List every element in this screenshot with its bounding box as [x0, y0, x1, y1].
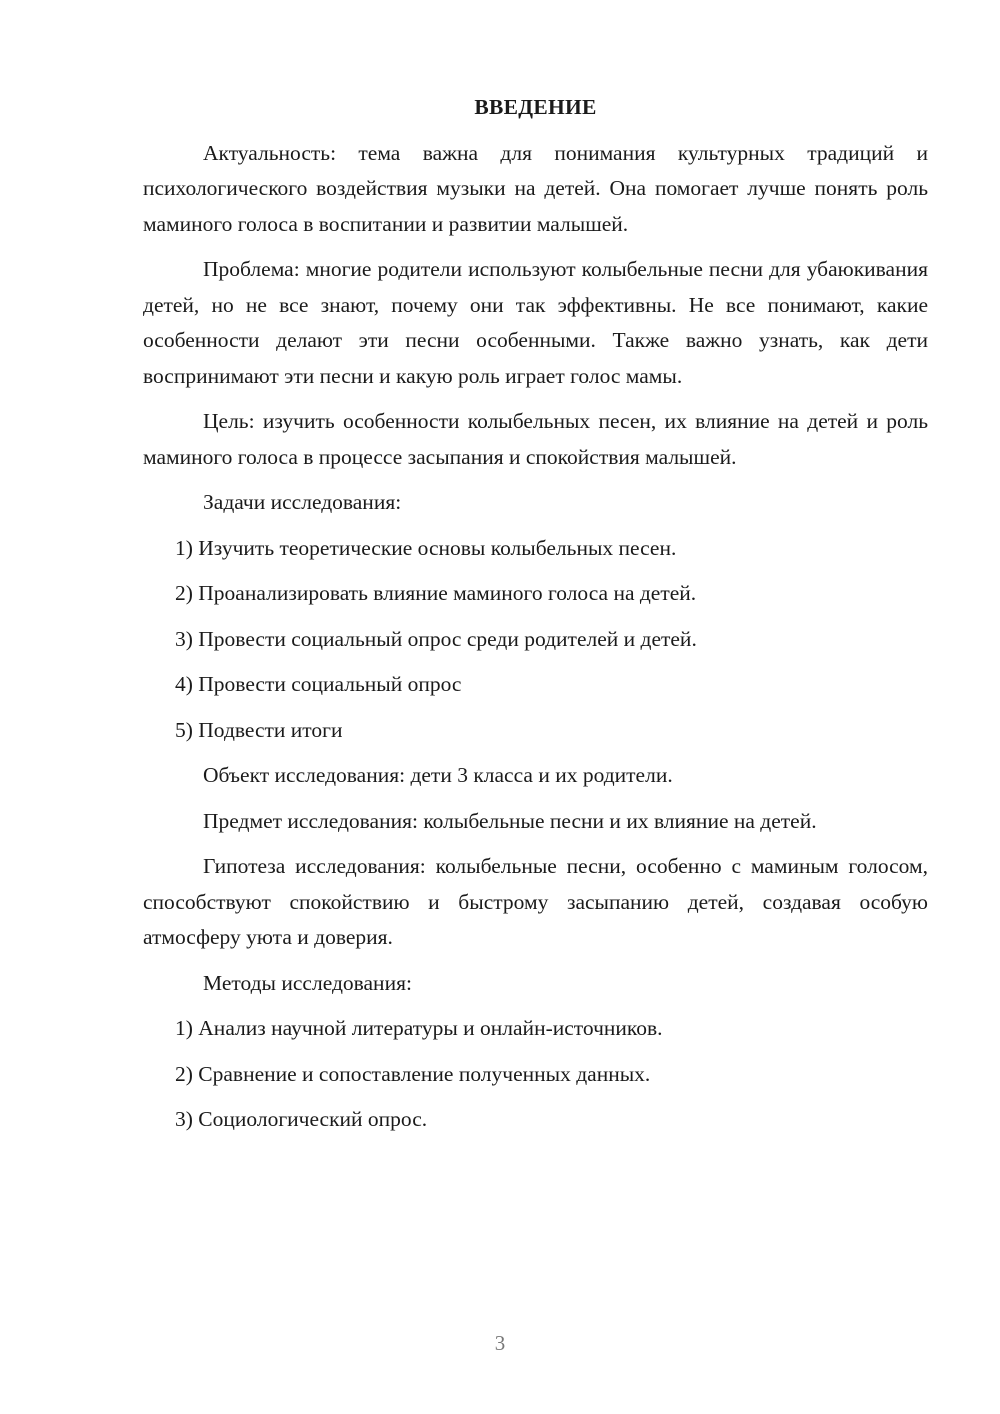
section-title: ВВЕДЕНИЕ — [474, 95, 597, 119]
goal-paragraph: Цель: изучить особенности колыбельных песен, их влияние на детей и роль маминого голоса в процессе засыпания и спокойствия малышей. — [143, 409, 928, 469]
methods-list — [143, 1011, 928, 1138]
relevance-paragraph: Актуальность: тема важна для понимания культурных традиций и психологического воздействия музыки на детей. Она помогает лучше понять роль маминого голоса в воспитании и развитии малышей. — [143, 140, 928, 236]
methods-heading: Методы исследования: — [203, 970, 412, 995]
tasks-heading: Задачи исследования: — [203, 490, 402, 514]
hypothesis-paragraph: Гипотеза исследования: колыбельные песни, особенно с маминым голосом, способствуют спокойствию и быстрому засыпанию детей, создавая особую атмосферу уюта и доверия. — [143, 854, 928, 949]
task-item: 1) Изучить теоретические основы колыбельных песен. — [175, 535, 677, 560]
task-item: 3) Провести социальный опрос среди родителей и детей. — [175, 626, 697, 651]
problem-paragraph: Проблема: многие родители используют колыбельные песни для убаюкивания детей, но не все знают, почему они так эффективны. Не все понимают, какие особенности делают эти песни особенными. Также важно узнать, как дети воспринимают эти песни и какую роль играет голос мамы. — [143, 257, 928, 388]
task-item: 5) Подвести итоги — [175, 717, 343, 742]
method-item: 1) Анализ научной литературы и онлайн-источников. — [175, 1016, 663, 1040]
method-item: 3) Социологический опрос. — [175, 1107, 428, 1131]
page-number: 3 — [494, 1331, 506, 1355]
object-line: Объект исследования: дети 3 класса и их родители. — [203, 763, 673, 787]
method-item: 2) Сравнение и сопоставление полученных данных. — [175, 1061, 651, 1086]
document-page — [143, 90, 928, 1148]
task-item: 4) Провести социальный опрос — [175, 672, 462, 696]
task-item: 2) Проанализировать влияние маминого голоса на детей. — [175, 581, 697, 605]
subject-line: Предмет исследования: колыбельные песни и их влияние на детей. — [203, 808, 817, 833]
tasks-list — [143, 531, 928, 749]
